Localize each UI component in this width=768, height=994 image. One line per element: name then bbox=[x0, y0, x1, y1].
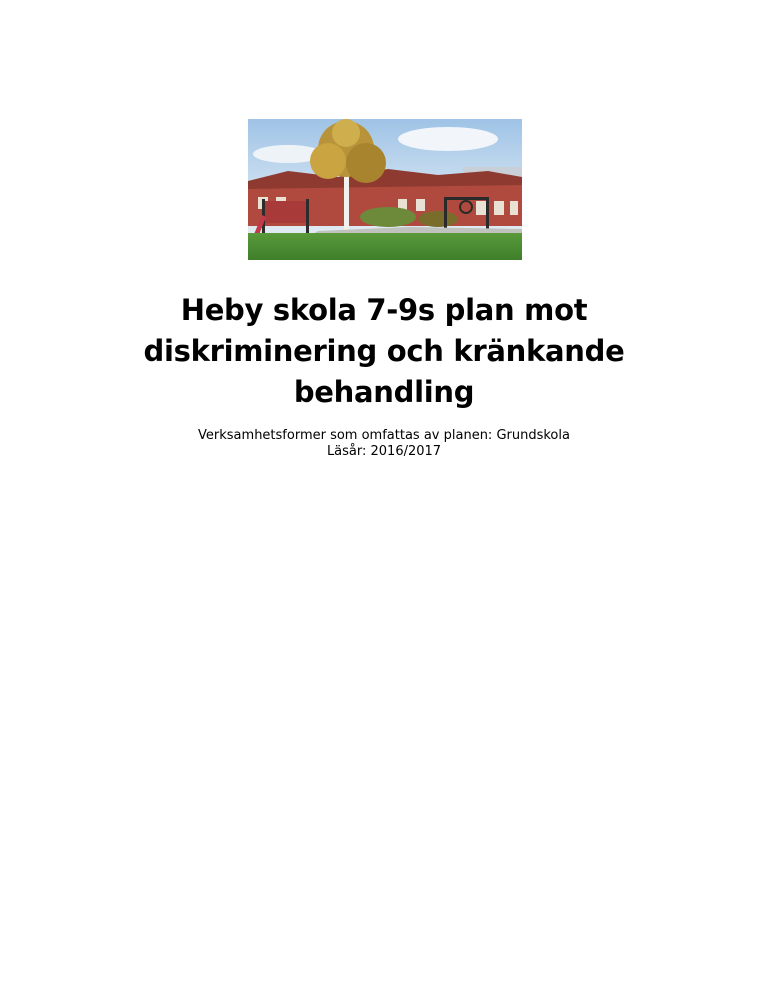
document-subtitle bbox=[84, 428, 684, 460]
school-year-line: Läsår: 2016/2017 bbox=[326, 444, 442, 459]
title-line-2: diskriminering och kränkande bbox=[143, 334, 625, 368]
title-line-3: behandling bbox=[293, 375, 475, 409]
document-title bbox=[84, 290, 684, 413]
scope-line: Verksamhetsformer som omfattas av planen: Grundskola bbox=[198, 428, 570, 443]
cover-photo bbox=[248, 119, 522, 260]
title-line-1: Heby skola 7-9s plan mot bbox=[180, 293, 588, 327]
school-building-photo-icon bbox=[248, 119, 522, 260]
